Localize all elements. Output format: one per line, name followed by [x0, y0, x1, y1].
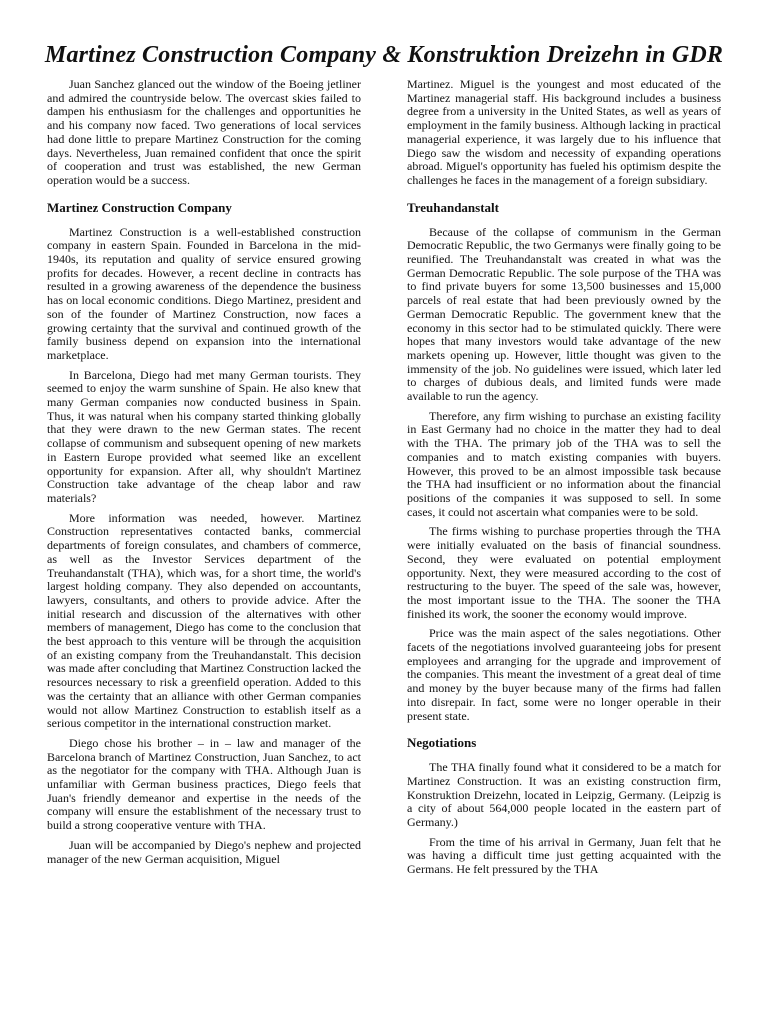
paragraph: Diego chose his brother – in – law and manager of the Barcelona branch of Martinez Construction, Juan Sanchez, to act as the negotiator for the company with THA. Although Juan is unfamiliar with German business practices, Diego feels that Juan's friendly demeanor and expertise in the needs of the company will ensure the establishment of the necessary trust to build a strong cooperative venture with THA.	[47, 735, 361, 833]
left-column	[47, 78, 361, 1008]
paragraph: Price was the main aspect of the sales negotiations. Other facets of the negotiations involved guaranteeing jobs for present employees and arranging for the upgrade and improvement of the companies. This meant the investment of a great deal of time and money by the buyer because many of the firms had fallen into disrepair. In fact, some were no longer operable in their present state.	[407, 626, 721, 723]
paragraph: Martinez. Miguel is the youngest and most educated of the Martinez managerial staff. His background includes a business degree from a university in the United States, as well as years of employment in the family business. Although lacking in practical managerial experience, it was largely due to his influence that Diego saw the wisdom and necessity of expanding operations abroad. Miguel's opportunity has fueled his optimism despite the challenges he faces in the management of a foreign subsidiary.	[407, 78, 721, 187]
section-heading: Martinez Construction Company	[47, 199, 232, 215]
paragraph: Juan Sanchez glanced out the window of the Boeing jetliner and admired the countryside below. The overcast skies failed to dampen his enthusiasm for the challenges and opportunities he and his company now faced. Two generations of local services had done little to prepare Martinez Construction for the coming days. Nevertheless, Juan remained confident that once the spirit of cooperation and trust was established, the new German operation would be a success.	[47, 78, 361, 187]
paragraph: Because of the collapse of communism in the German Democratic Republic, the two Germanys were finally going to be reunified. The Treuhandanstalt was created in what was the German Democratic Republic. The sole purpose of the THA was to find private buyers for some 13,500 businesses and 15,000 parcels of real estate that had been previously owned by the German Democratic Republic. The government knew that the economy in this sector had to be stimulated quickly. There were hopes that many investors would take advantage of the new markets opening up. However, little thought was given to the immensity of the job. No guidelines were issued, which later led to charges of dubious deals, and limited funds were made available to run the agency.	[407, 224, 721, 404]
paragraph: Therefore, any firm wishing to purchase an existing facility in East Germany had no choice in the matter they had to deal with the THA. The primary job of the THA was to sell the companies and to match existing companies with buyers. However, this proved to be an almost impossible task because the THA had insufficient or no information about the financial positions of the companies it was supposed to sell. In some cases, it could not ascertain what companies were to be sold.	[407, 408, 721, 519]
paragraph: The firms wishing to purchase properties through the THA were initially evaluated on the basis of financial soundness. Second, they were evaluated on potential employment opportunity. Next, they were measured according to the cost of restructuring to the buyer. The speed of the sale was, however, the most important issue to the THA. The sooner the THA finished its work, the sooner the economy would improve.	[407, 524, 721, 621]
paragraph: From the time of his arrival in Germany, Juan felt that he was having a difficult time just getting acquainted with the Germans. He felt pressured by the THA	[407, 834, 721, 877]
paragraph: More information was needed, however. Martinez Construction representatives contacted banks, commercial departments of foreign consulates, and chambers of commerce, as well as the Investor Services department of the Treuhandanstalt (THA), which was, for a short time, the world's largest holding company. They also depended on accountants, lawyers, consultants, and others to provide advice. After the initial research and discussion of the alternatives with other members of management, Diego has come to the conclusion that the best approach to this venture will be through the acquisition of an existing company from the Treuhandanstalt. This decision was made after concluding that Martinez Construction lacked the resources necessary to risk a greenfield operation. Added to this was the certainty that an alliance with other German companies would not allow Martinez Construction to establish itself as a serious competitor in the international construction market.	[47, 510, 361, 731]
section-heading: Negotiations	[407, 735, 477, 751]
paragraph: Martinez Construction is a well-established construction company in eastern Spain. Founded in Barcelona in the mid-1940s, its reputation and quality of service ensured growing profits for decades. However, a recent decline in contracts has resulted in a growing awareness of the dependence the business has on local economic conditions. Diego Martinez, president and son of the founder of Martinez Construction, now faces a growing certainty that the survival and continued growth of the family business depend on expansion into the international marketplace.	[47, 224, 361, 362]
right-column	[407, 78, 721, 1008]
document-title: Martinez Construction Company & Konstruktion Dreizehn in GDR	[44, 42, 724, 68]
section-heading: Treuhandanstalt	[407, 199, 499, 215]
paragraph: In Barcelona, Diego had met many German tourists. They seemed to enjoy the warm sunshine of Spain. He also knew that many German companies now conducted business in Spain. Thus, it was natural when his company started thinking globally that they were drawn to the new German states. The recent collapse of communism and subsequent opening of new markets in Eastern Europe provided what seemed like an excellent opportunity for expansion. After all, why shouldn't Martinez Construction take advantage of the cheap labor and raw materials?	[47, 367, 361, 505]
paragraph: The THA finally found what it considered to be a match for Martinez Construction. It was an existing construction firm, Konstruktion Dreizehn, located in Leipzig, Germany. (Leipzig is a city of about 564,000 people located in the eastern part of Germany.)	[407, 760, 721, 830]
paragraph: Juan will be accompanied by Diego's nephew and projected manager of the new German acquisition, Miguel	[47, 837, 361, 866]
